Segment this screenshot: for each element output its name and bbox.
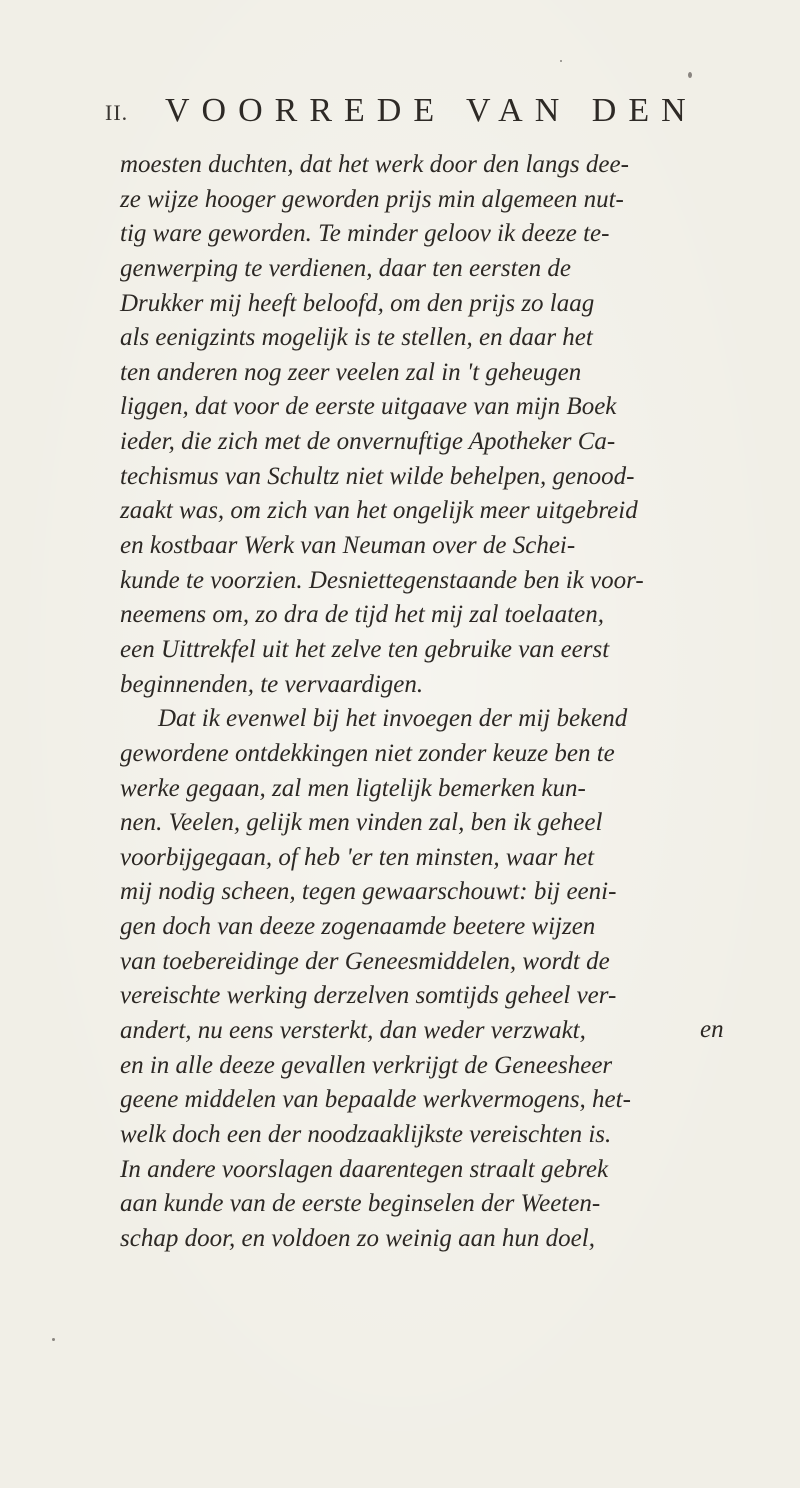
text-line: werke gegaan, zal men ligtelijk bemerken kun- <box>120 774 586 802</box>
text-line: kunde te voorzien. Desniettegenstaande ben ik voor- <box>120 566 644 594</box>
text-line: vereischte werking derzelven somtijds geheel ver- <box>120 982 617 1010</box>
text-line: en in alle deeze gevallen verkrijgt de Geneesheer <box>120 1051 613 1079</box>
text-line: een Uittrekfel uit het zelve ten gebruike van eerst <box>120 635 610 663</box>
running-head: VOORREDE VAN DEN <box>165 92 698 129</box>
text-line: welk doch een der noodzaaklijkste vereischten is. <box>120 1120 612 1148</box>
text-line: als eenigzints mogelijk is te stellen, en daar het <box>120 324 593 352</box>
text-line: ieder, die zich met de onvernuftige Apotheker Ca- <box>120 428 616 456</box>
text-line: voorbijgegaan, of heb 'er ten minsten, waar het <box>120 843 595 871</box>
text-line: genwerping te verdienen, daar ten eersten de <box>120 254 572 282</box>
text-line: liggen, dat voor de eerste uitgaave van mijn Boek <box>120 393 617 421</box>
text-line: techismus van Schultz niet wilde behelpen, genood- <box>120 462 635 490</box>
text-line: neemens om, zo dra de tijd het mij zal toelaaten, <box>120 601 604 629</box>
text-line: gen doch van deeze zogenaamde beetere wijzen <box>120 913 596 941</box>
text-line: schap door, en voldoen zo weinig aan hun doel, <box>120 1224 595 1252</box>
text-line: mij nodig scheen, tegen gewaarschouwt: bij eeni- <box>120 878 617 906</box>
text-line: gewordene ontdekkingen niet zonder keuze ben te <box>120 739 615 767</box>
text-line: nen. Veelen, gelijk men vinden zal, ben ik geheel <box>120 809 603 837</box>
paper-speck <box>52 1338 55 1341</box>
text-line: In andere voorslagen daarentegen straalt gebrek <box>120 1155 609 1183</box>
text-line: ze wijze hooger geworden prijs min algemeen nut- <box>120 185 624 213</box>
text-line: aan kunde van de eerste beginselen der Weeten- <box>120 1190 601 1218</box>
text-line: geene middelen van bepaalde werkvermogens, het- <box>120 1086 631 1114</box>
paper-speck <box>688 72 692 78</box>
text-line: beginnenden, te vervaardigen. <box>120 670 424 698</box>
text-line: en kostbaar Werk van Neuman over de Schei- <box>120 532 576 560</box>
body-text <box>120 148 740 1257</box>
text-line: ten anderen nog zeer veelen zal in 't geheugen <box>120 358 582 386</box>
text-line: Drukker mij heeft beloofd, om den prijs zo laag <box>120 289 595 317</box>
text-line: van toebereidinge der Geneesmiddelen, wordt de <box>120 947 610 975</box>
page-number: II. <box>105 100 129 125</box>
text-line: moesten duchten, dat het werk door den langs dee- <box>120 151 629 178</box>
text-line: andert, nu eens versterkt, dan weder verzwakt, <box>120 1017 586 1045</box>
catchword: en <box>700 1016 724 1043</box>
text-line: tig ware geworden. Te minder geloov ik deeze te- <box>120 220 610 248</box>
text-line: zaakt was, om zich van het ongelijk meer uitgebreid <box>120 497 638 525</box>
paragraph-first-line: Dat ik evenwel bij het invoegen der mij bekend <box>158 705 628 733</box>
paper-speck <box>560 60 562 62</box>
page-header <box>105 92 730 132</box>
